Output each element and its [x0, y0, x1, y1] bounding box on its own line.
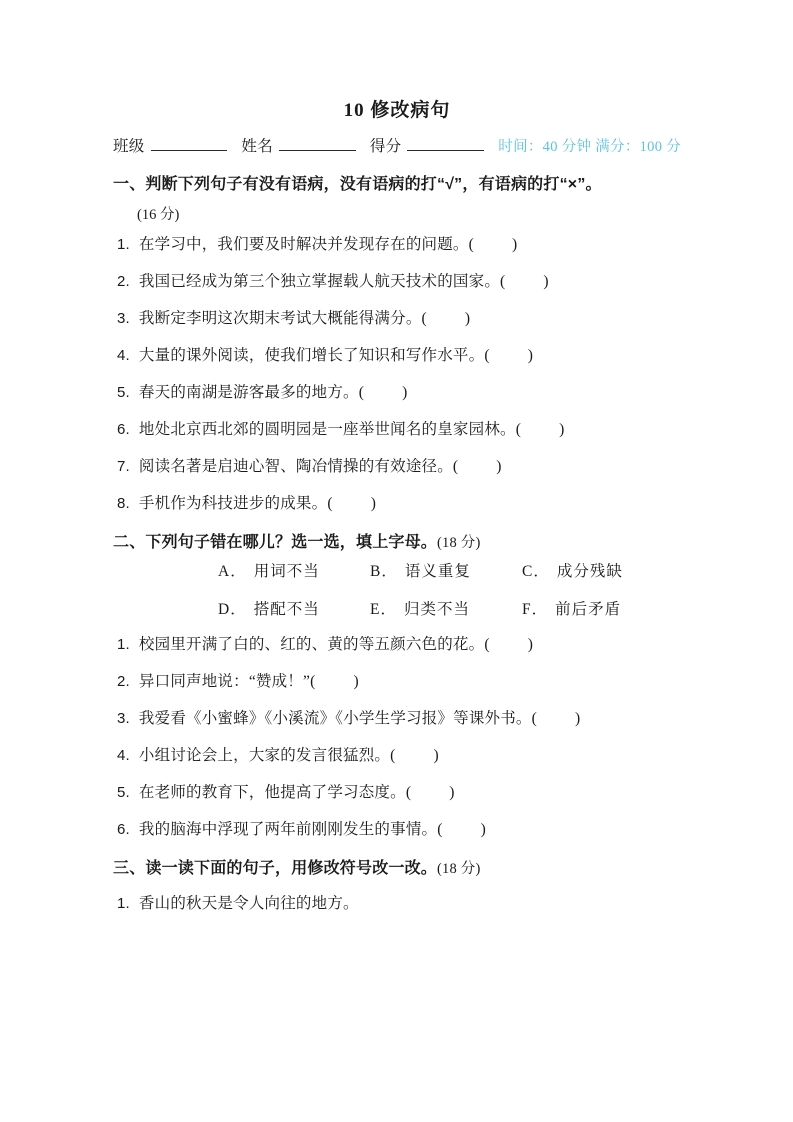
question-text: 阅读名著是启迪心智、陶冶情操的有效途径。( — [138, 457, 459, 475]
question-tail: ) — [449, 784, 455, 802]
section-three-points: (18 分) — [437, 860, 481, 877]
question-text: 校园里开满了白的、红的、黄的等五颜六色的花。( — [138, 636, 490, 654]
question-tail: ) — [496, 457, 502, 475]
question-tail: ) — [370, 494, 377, 512]
section-one-heading: 一、判断下列句子有没有语病，没有语病的打“√”，有语病的打“×”。 — [113, 175, 602, 193]
question-text: 我断定李明这次期末考试大概能得满分。( — [138, 310, 427, 328]
question-tail: ) — [543, 273, 549, 291]
name-field-blank[interactable] — [279, 137, 356, 151]
student-info-row — [113, 137, 681, 157]
option-row — [218, 597, 681, 619]
time-and-total-score: 时间：40 分钟 满分：100 分 — [498, 138, 681, 155]
class-field-label: 班级 — [113, 137, 145, 155]
option-f[interactable] — [522, 597, 674, 619]
option-a-letter: A． — [218, 563, 247, 581]
question-tail: ) — [512, 236, 518, 254]
option-c-label: 成分残缺 — [556, 563, 623, 581]
option-e-letter: E． — [370, 601, 397, 619]
option-e-label: 归类不当 — [403, 601, 470, 619]
section-two-heading-text: 二、下列句子错在哪儿？选一选，填上字母。 — [113, 533, 438, 551]
question-number: 5. — [117, 784, 130, 802]
question-tail: ) — [402, 383, 408, 401]
question-number: 1. — [117, 236, 130, 254]
option-f-label: 前后矛盾 — [555, 601, 622, 619]
question-number: 3. — [117, 710, 130, 728]
question-item — [113, 783, 681, 804]
question-number: 7. — [117, 457, 130, 475]
section-two-question-list — [113, 635, 681, 841]
question-tail: ) — [575, 710, 581, 728]
question-text: 香山的秋天是令人向往的地方。 — [138, 894, 359, 912]
option-d-letter: D． — [218, 601, 247, 619]
question-text: 我爱看《小蜜蜂》《小溪流》《小学生学习报》等课外书。( — [138, 710, 537, 728]
question-tail: ) — [527, 636, 534, 654]
question-item — [113, 383, 681, 404]
question-tail: ) — [559, 420, 565, 438]
option-d-label: 搭配不当 — [253, 601, 320, 619]
question-number: 4. — [117, 347, 130, 365]
score-field-label: 得分 — [369, 137, 402, 155]
option-b[interactable] — [370, 559, 522, 581]
section-two-heading — [113, 531, 681, 556]
option-a-label: 用词不当 — [253, 563, 320, 581]
question-number: 1. — [117, 894, 130, 912]
section-two-options — [113, 559, 681, 619]
question-item — [113, 635, 681, 656]
question-tail: ) — [464, 310, 471, 328]
question-tail: ) — [433, 747, 439, 765]
option-f-letter: F． — [522, 601, 549, 619]
question-item — [113, 709, 681, 730]
question-item — [113, 309, 681, 330]
option-b-letter: B． — [370, 563, 398, 581]
question-item — [113, 272, 681, 293]
question-text: 在老师的教育下，他提高了学习态度。( — [138, 784, 412, 802]
question-tail: ) — [527, 347, 534, 365]
option-c[interactable] — [522, 559, 674, 581]
option-a[interactable] — [218, 559, 370, 581]
option-c-letter: C． — [522, 563, 550, 581]
question-number: 1. — [117, 636, 130, 654]
question-text: 手机作为科技进步的成果。( — [138, 494, 333, 512]
page-content — [113, 100, 681, 931]
question-item — [113, 746, 681, 767]
section-one-question-list — [113, 235, 681, 514]
question-item — [113, 494, 681, 515]
question-text: 大量的课外阅读，使我们增长了知识和写作水平。( — [138, 347, 490, 365]
question-number: 6. — [117, 420, 130, 438]
question-number: 4. — [117, 747, 130, 765]
name-field-label: 姓名 — [241, 137, 274, 155]
section-one-points: (16 分) — [137, 206, 180, 223]
section-three-heading — [113, 857, 681, 882]
option-d[interactable] — [218, 597, 370, 619]
question-tail: ) — [480, 821, 486, 839]
score-field-blank[interactable] — [407, 137, 484, 151]
class-field-blank[interactable] — [151, 137, 228, 151]
question-item — [113, 457, 681, 478]
section-two-points: (18 分) — [437, 534, 481, 551]
question-item — [113, 235, 681, 256]
question-number: 2. — [117, 673, 130, 691]
question-number: 3. — [117, 310, 130, 328]
section-three-heading-text: 三、读一读下面的句子，用修改符号改一改。 — [113, 859, 438, 877]
question-item — [113, 672, 681, 693]
option-e[interactable] — [370, 597, 522, 619]
question-text: 在学习中，我们要及时解决并发现存在的问题。( — [138, 236, 474, 254]
question-text: 异口同声地说：“赞成！”( — [138, 673, 316, 691]
question-number: 2. — [117, 273, 130, 291]
option-b-label: 语义重复 — [404, 563, 471, 581]
question-number: 5. — [117, 383, 130, 401]
question-text: 小组讨论会上，大家的发言很猛烈。( — [138, 747, 396, 765]
question-tail: ) — [353, 673, 359, 691]
section-three-question-list — [113, 894, 681, 915]
question-item — [113, 420, 681, 441]
option-row — [218, 559, 681, 581]
page-title: 10 修改病句 — [343, 100, 451, 121]
question-item — [113, 894, 681, 915]
question-text: 我的脑海中浮现了两年前刚刚发生的事情。( — [138, 821, 443, 839]
question-text: 春天的南湖是游客最多的地方。( — [138, 383, 365, 401]
question-text: 我国已经成为第三个独立掌握载人航天技术的国家。( — [138, 273, 506, 291]
question-item — [113, 346, 681, 367]
question-text: 地处北京西北郊的圆明园是一座举世闻名的皇家园林。( — [138, 420, 522, 438]
section-three — [113, 857, 681, 915]
question-number: 8. — [117, 494, 130, 512]
question-number: 6. — [117, 821, 130, 839]
section-two — [113, 531, 681, 841]
section-one — [113, 173, 681, 515]
question-item — [113, 820, 681, 841]
